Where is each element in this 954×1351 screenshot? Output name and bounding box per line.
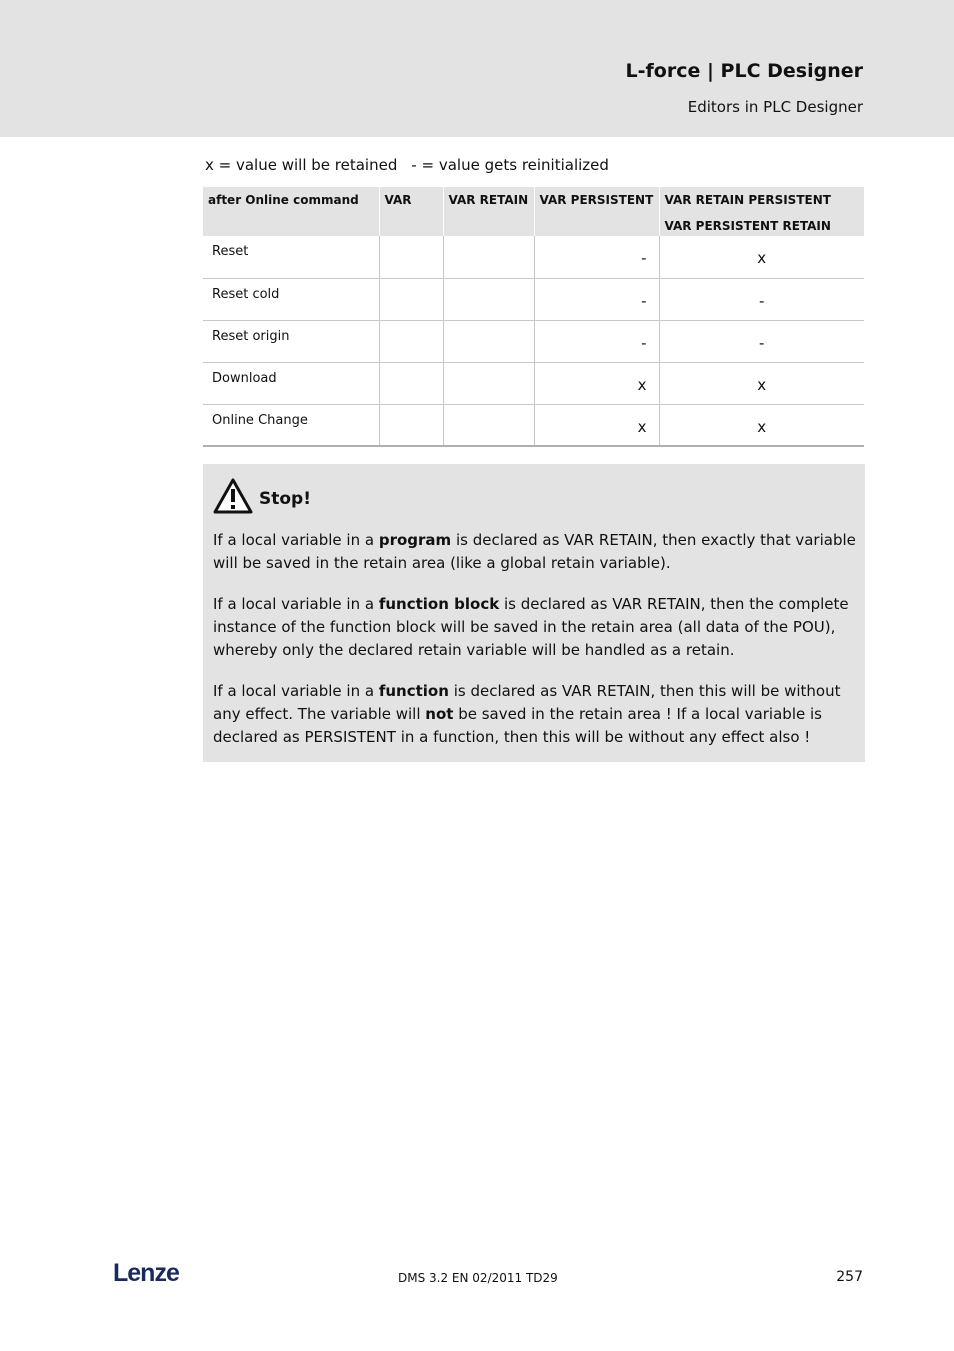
text: is declared as VAR RETAIN, then this will be without any effect. The variable will [213, 682, 841, 723]
document-title: L-force | PLC Designer [625, 60, 863, 82]
text: be saved in the retain area ! If a local variable is declared as PERSISTENT in a function, then this will be without any effect also ! [213, 705, 822, 746]
text: If a local variable in a [213, 531, 379, 549]
cell-var-retain [443, 278, 534, 320]
lenze-logo [113, 1260, 193, 1290]
cell-var-retain [443, 362, 534, 404]
cell-var [379, 320, 443, 362]
emphasis: not [425, 705, 454, 723]
cell-var-persistent: x [534, 362, 659, 404]
table-row [203, 404, 864, 446]
row-command: Reset cold [203, 278, 379, 320]
text: is declared as VAR RETAIN, then the complete instance of the function block will be saved in the retain area (all data of the POU), whereby only the declared retain variable will be handled as a retain. [213, 595, 849, 659]
cell-var-persistent: - [534, 320, 659, 362]
stop-notice [203, 464, 865, 762]
cell-var-retain [443, 320, 534, 362]
warning-triangle-icon [212, 477, 254, 519]
cell-var [379, 278, 443, 320]
legend-retained: x = value will be retained [205, 156, 398, 174]
stop-title: Stop! [259, 489, 311, 509]
cell-var-persistent: - [534, 236, 659, 278]
emphasis: program [378, 531, 452, 549]
text: If a local variable in a [213, 595, 379, 613]
page-number: 257 [836, 1269, 863, 1285]
stop-paragraph-function [213, 680, 858, 749]
cell-var-retain-persistent: - [659, 320, 864, 362]
header-var-retain: VAR RETAIN [443, 187, 534, 236]
row-command: Reset origin [203, 320, 379, 362]
cell-var [379, 362, 443, 404]
cell-var-retain-persistent: x [659, 404, 864, 446]
legend-reinit: - = value gets reinitialized [411, 156, 609, 174]
emphasis: function block [378, 595, 500, 613]
cell-var-retain-persistent: x [659, 362, 864, 404]
row-command: Download [203, 362, 379, 404]
table-row [203, 236, 864, 278]
emphasis: function [378, 682, 449, 700]
retain-behaviour-table [203, 187, 864, 447]
header-var-persistent: VAR PERSISTENT [534, 187, 659, 236]
header-var-persistent-retain-line2: VAR PERSISTENT RETAIN [664, 219, 831, 233]
table-row [203, 278, 864, 320]
row-command: Reset [203, 236, 379, 278]
cell-var-retain-persistent: - [659, 278, 864, 320]
table-header-row [203, 187, 864, 236]
text: If a local variable in a [213, 682, 379, 700]
cell-var [379, 404, 443, 446]
header-command: after Online command [203, 187, 379, 236]
section-subtitle: Editors in PLC Designer [687, 98, 863, 116]
cell-var-persistent: x [534, 404, 659, 446]
cell-var-persistent: - [534, 278, 659, 320]
header-var: VAR [379, 187, 443, 236]
table-row [203, 362, 864, 404]
header-var-retain-persistent-line1: VAR RETAIN PERSISTENT [664, 193, 831, 207]
cell-var-retain [443, 236, 534, 278]
cell-var-retain [443, 404, 534, 446]
text: is declared as VAR RETAIN, then exactly that variable will be saved in the retain area (like a global retain variable). [213, 531, 856, 572]
row-command: Online Change [203, 404, 379, 446]
header-var-retain-persistent [659, 187, 864, 236]
stop-paragraph-program [213, 529, 858, 575]
legend [205, 156, 609, 174]
table-row [203, 320, 864, 362]
logo-wordmark: Lenze [113, 1260, 179, 1286]
document-id: DMS 3.2 EN 02/2011 TD29 [398, 1271, 558, 1285]
cell-var-retain-persistent: x [659, 236, 864, 278]
stop-paragraph-function-block [213, 593, 858, 662]
cell-var [379, 236, 443, 278]
